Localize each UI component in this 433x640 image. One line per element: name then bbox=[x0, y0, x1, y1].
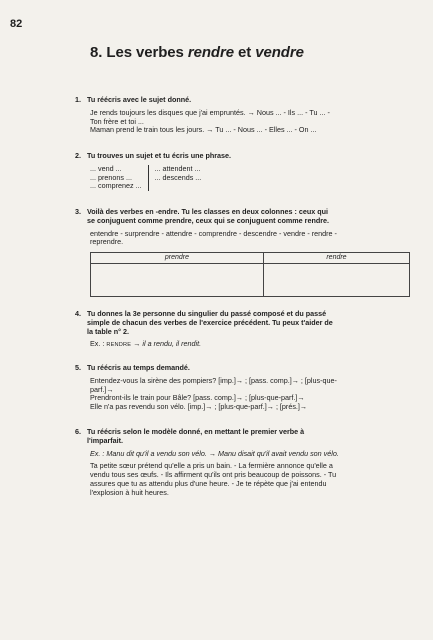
exercise-number: 1. bbox=[75, 95, 81, 104]
verb-item: ... vend ... bbox=[90, 163, 122, 173]
exercise-number: 5. bbox=[75, 363, 81, 372]
exercise-line: reprendre. bbox=[90, 237, 124, 247]
verb-column-left bbox=[90, 165, 149, 191]
exercise-heading-line: Tu donnes la 3e personne du singulier du passé composé et du passé bbox=[87, 309, 327, 318]
exercise-line: Entendez-vous la sirène des pompiers? [imp.]→ ; [pass. comp.]→ ; [plus-que- bbox=[90, 375, 337, 385]
example-line bbox=[90, 340, 410, 350]
example-answer: → il a rendu, il rendit. bbox=[133, 339, 202, 349]
exercise-1 bbox=[75, 96, 410, 135]
table-header-prendre: prendre bbox=[91, 253, 264, 264]
page-number: 82 bbox=[10, 18, 23, 30]
verb-item: ... comprenez ... bbox=[90, 181, 142, 191]
table-header-rendre: rendre bbox=[263, 253, 409, 264]
title-number: 8. bbox=[90, 44, 103, 61]
exercise-line: Elle n'a pas revendu son vélo. [imp.]→ ; [plus-que-parf.]→ ; [prés.]→ bbox=[90, 402, 308, 412]
title-verb-rendre: rendre bbox=[187, 44, 234, 61]
exercise-number: 6. bbox=[75, 427, 81, 436]
exercise-heading-line: l'imparfait. bbox=[87, 435, 124, 445]
example-prefix: Ex. : bbox=[90, 339, 105, 349]
exercise-line: l'explosion à huit heures. bbox=[90, 487, 169, 497]
exercise-line: Je rends toujours les disques que j'ai empruntés. → Nous ... - Ils ... - Tu ... - bbox=[90, 107, 330, 117]
table-cell bbox=[91, 264, 264, 297]
exercise-6 bbox=[75, 428, 410, 498]
verb-item: ... descends ... bbox=[154, 172, 202, 182]
exercise-number: 3. bbox=[75, 207, 81, 216]
exercise-heading-line: simple de chacun des verbes de l'exercice précédent. Tu peux t'aider de bbox=[87, 317, 333, 327]
exercise-line: Prendront-ils le train pour Bâle? [pass. comp.]→ ; [plus-que-parf.]→ bbox=[90, 393, 305, 403]
exercise-line: Ta petite sœur prétend qu'elle a pris un bain. - La fermière annonce qu'elle a bbox=[90, 461, 333, 471]
page-title bbox=[90, 44, 304, 61]
exercise-heading-line: la table n° 2. bbox=[87, 326, 130, 336]
exercise-heading-line: se conjuguent comme prendre, ceux qui se conjuguent comme rendre. bbox=[87, 215, 330, 225]
exercise-line: assures que tu as attendu plus d'une heure. - Je te répète que j'ai entendu bbox=[90, 478, 327, 488]
title-text-a: Les verbes bbox=[106, 44, 184, 61]
exercise-heading-line: Voilà des verbes en -endre. Tu les classes en deux colonnes : ceux qui bbox=[87, 207, 329, 216]
table-cell bbox=[263, 264, 409, 297]
exercise-heading: Tu trouves un sujet et tu écris une phrase. bbox=[87, 151, 232, 160]
exercise-line: Ton frère et toi ... bbox=[90, 116, 144, 126]
verb-item: ... prenons ... bbox=[90, 172, 132, 182]
exercise-heading: Tu réécris au temps demandé. bbox=[87, 363, 190, 372]
example-line: Ex. : Manu dit qu'il a vendu son vélo. → Manu disait qu'il avait vendu son vélo. bbox=[90, 448, 339, 458]
exercise-heading-line: Tu réécris selon le modèle donné, en mettant le premier verbe à bbox=[87, 427, 305, 436]
title-text-b: et bbox=[238, 44, 252, 61]
exercise-line: parf.]→ bbox=[90, 384, 114, 394]
classification-table bbox=[90, 252, 410, 297]
exercise-3 bbox=[75, 208, 410, 297]
title-verb-vendre: vendre bbox=[255, 44, 304, 61]
verb-item: ... attendent ... bbox=[154, 163, 201, 173]
exercise-heading: Tu réécris avec le sujet donné. bbox=[87, 95, 192, 104]
exercise-line: Maman prend le train tous les jours. → Tu ... - Nous ... - Elles ... - On ... bbox=[90, 125, 317, 135]
example-word: RENDRE bbox=[106, 342, 132, 349]
exercise-4 bbox=[75, 310, 410, 350]
exercise-number: 2. bbox=[75, 151, 81, 160]
exercise-5 bbox=[75, 364, 410, 412]
exercise-line: vendu tous ses œufs. - Ils affirment qu'ils ont pris beaucoup de poissons. - Tu bbox=[90, 470, 337, 480]
exercise-number: 4. bbox=[75, 309, 81, 318]
exercise-line: entendre - surprendre - attendre - comprendre - descendre - vendre - rendre - bbox=[90, 228, 337, 238]
verb-column-right bbox=[155, 165, 206, 191]
exercise-2 bbox=[75, 152, 410, 191]
